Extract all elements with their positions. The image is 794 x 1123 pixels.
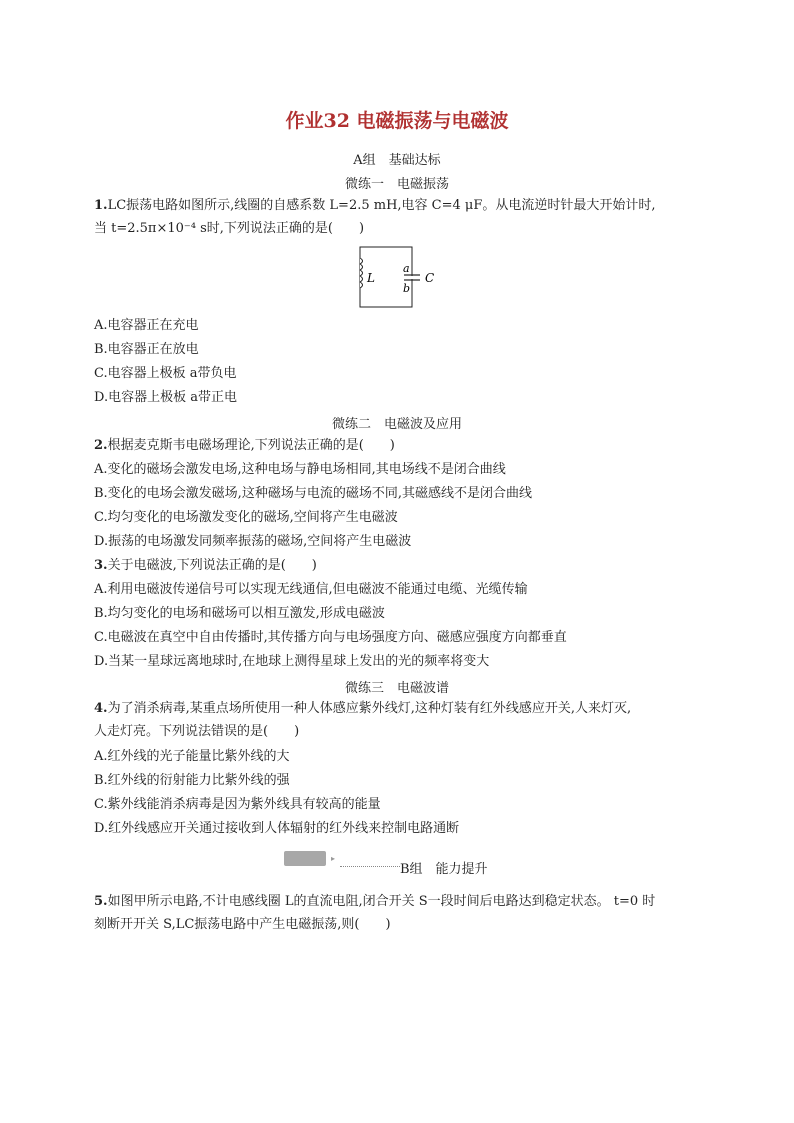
question-number: 4. bbox=[94, 701, 108, 716]
q4-option-a: A.红外线的光子能量比紫外线的大 bbox=[94, 749, 290, 764]
capacitor-label: C bbox=[425, 271, 435, 285]
page-title: 作业32 电磁振荡与电磁波 bbox=[285, 110, 509, 132]
question-4-line-1 bbox=[94, 700, 631, 718]
question-3-stem bbox=[94, 557, 317, 575]
q2-option-b: B.变化的电场会激发磁场,这种磁场与电流的磁场不同,其磁感线不是闭合曲线 bbox=[94, 486, 532, 501]
section-heading-1: 微练一 电磁振荡 bbox=[344, 177, 449, 192]
question-5-line-1 bbox=[94, 893, 655, 911]
plate-b-label: b bbox=[403, 282, 411, 295]
question-number: 3. bbox=[94, 558, 108, 573]
plate-a-label: a bbox=[403, 262, 410, 275]
question-4-line-2: 人走灯亮。下列说法错误的是( ) bbox=[94, 724, 300, 739]
section-heading-2: 微练二 电磁波及应用 bbox=[331, 417, 462, 432]
group-b-banner-bar bbox=[284, 851, 326, 866]
q2-option-a: A.变化的磁场会激发电场,这种电场与静电场相同,其电场线不是闭合曲线 bbox=[94, 462, 506, 477]
q1-option-c: C.电容器上极板 a带负电 bbox=[94, 366, 237, 381]
q4-option-b: B.红外线的衍射能力比紫外线的强 bbox=[94, 773, 290, 788]
arrow-right-icon: ▸ bbox=[331, 854, 336, 863]
q4-option-d: D.红外线感应开关通过接收到人体辐射的红外线来控制电路通断 bbox=[94, 821, 460, 836]
section-heading-3: 微练三 电磁波谱 bbox=[344, 681, 449, 696]
q2-option-d: D.振荡的电场激发同频率振荡的磁场,空间将产生电磁波 bbox=[94, 534, 412, 549]
question-text: 为了消杀病毒,某重点场所使用一种人体感应紫外线灯,这种灯装有红外线感应开关,人来灯灭, bbox=[107, 701, 632, 716]
q1-option-d: D.电容器上极板 a带正电 bbox=[94, 390, 237, 405]
question-2-stem bbox=[94, 437, 395, 455]
question-number: 1. bbox=[94, 198, 108, 213]
question-text: 关于电磁波,下列说法正确的是( ) bbox=[107, 558, 317, 573]
q1-option-a: A.电容器正在充电 bbox=[94, 318, 199, 333]
question-number: 2. bbox=[94, 438, 108, 453]
question-number: 5. bbox=[94, 894, 108, 909]
question-1-line-2: 当 t=2.5π×10⁻⁴ s时,下列说法正确的是( ) bbox=[94, 221, 365, 236]
q3-option-a: A.利用电磁波传递信号可以实现无线通信,但电磁波不能通过电缆、光缆传输 bbox=[94, 582, 528, 597]
question-5-line-2: 刻断开开关 S,LC振荡电路中产生电磁振荡,则( ) bbox=[94, 917, 391, 932]
dotted-divider bbox=[340, 866, 400, 867]
q2-option-c: C.均匀变化的电场激发变化的磁场,空间将产生电磁波 bbox=[94, 510, 398, 525]
question-1-line-1 bbox=[94, 197, 656, 215]
lc-circuit-diagram bbox=[352, 244, 442, 314]
q4-option-c: C.紫外线能消杀病毒是因为紫外线具有较高的能量 bbox=[94, 797, 381, 812]
question-text: LC振荡电路如图所示,线圈的自感系数 L=2.5 mH,电容 C=4 μF。从电流逆时针最大开始计时, bbox=[107, 198, 656, 213]
question-text: 根据麦克斯韦电磁场理论,下列说法正确的是( ) bbox=[107, 438, 395, 453]
q1-option-b: B.电容器正在放电 bbox=[94, 342, 199, 357]
inductor-label: L bbox=[367, 271, 375, 285]
q3-option-c: C.电磁波在真空中自由传播时,其传播方向与电场强度方向、磁感应强度方向都垂直 bbox=[94, 630, 567, 645]
group-a-heading: A组 基础达标 bbox=[353, 153, 441, 168]
question-text: 如图甲所示电路,不计电感线圈 L的直流电阻,闭合开关 S一段时间后电路达到稳定状态。 t=0 时 bbox=[107, 894, 656, 909]
group-b-heading: B组 能力提升 bbox=[400, 862, 488, 877]
q3-option-d: D.当某一星球远离地球时,在地球上测得星球上发出的光的频率将变大 bbox=[94, 654, 490, 669]
q3-option-b: B.均匀变化的电场和磁场可以相互激发,形成电磁波 bbox=[94, 606, 385, 621]
